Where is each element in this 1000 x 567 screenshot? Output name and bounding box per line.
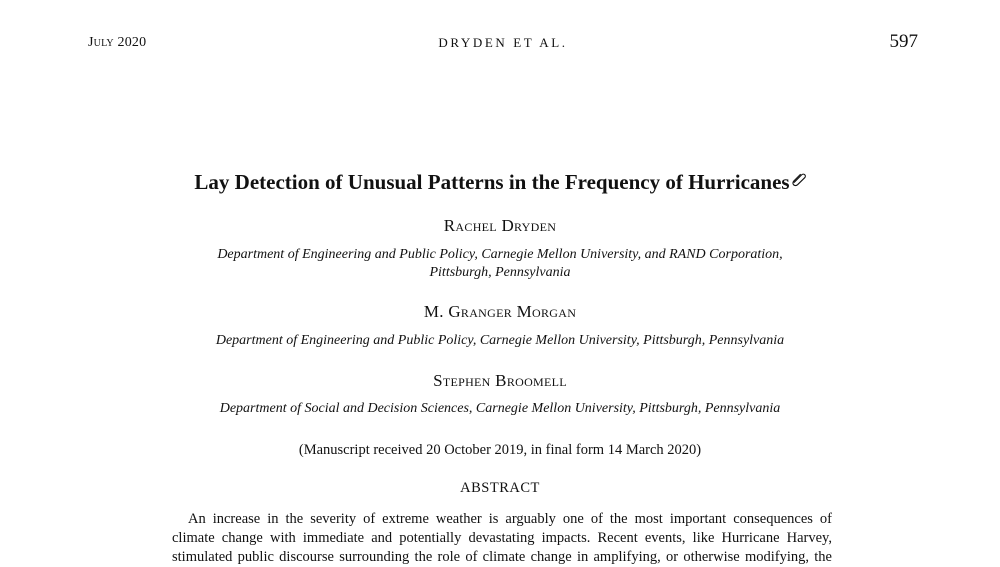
affiliation-line: Pittsburgh, Pennsylvania xyxy=(429,265,571,280)
affiliation-line: Department of Engineering and Public Policy, Carnegie Mellon University, and RAND Corporation, xyxy=(217,247,783,262)
affiliation-line: Department of Engineering and Public Policy, Carnegie Mellon University, Pittsburgh, Pennsylvania xyxy=(215,333,785,348)
abstract-body xyxy=(172,510,832,567)
running-head-authors: DRYDEN ET AL. xyxy=(438,35,568,50)
author-affiliation xyxy=(170,332,830,350)
paperclip-icon[interactable] xyxy=(791,168,806,193)
author-name: M. Granger Morgan xyxy=(423,302,577,321)
abstract-line: An increase in the severity of extreme weather is arguably one of the most important consequences of xyxy=(188,511,832,527)
author-affiliation xyxy=(170,400,830,418)
author-name: Rachel Dryden xyxy=(443,216,557,235)
author-affiliation xyxy=(170,246,830,282)
page-number: 597 xyxy=(889,31,918,52)
abstract-line: stimulated public discourse surrounding the role of climate change in amplifying, or otherwise modifying, the xyxy=(172,549,832,565)
manuscript-received: (Manuscript received 20 October 2019, in final form 14 March 2020) xyxy=(298,442,702,458)
abstract-line: climate change with immediate and potentially devastating impacts. Recent events, like Hurricane Harvey, xyxy=(172,530,832,546)
affiliation-line: Department of Social and Decision Sciences, Carnegie Mellon University, Pittsburgh, Pennsylvania xyxy=(219,401,781,416)
paper-title xyxy=(0,170,1000,195)
author-name: Stephen Broomell xyxy=(433,371,567,390)
running-head xyxy=(88,33,918,53)
abstract-heading: ABSTRACT xyxy=(460,480,540,496)
journal-date: July 2020 xyxy=(88,35,147,50)
paper-title-text: Lay Detection of Unusual Patterns in the Frequency of Hurricanes xyxy=(194,170,790,194)
